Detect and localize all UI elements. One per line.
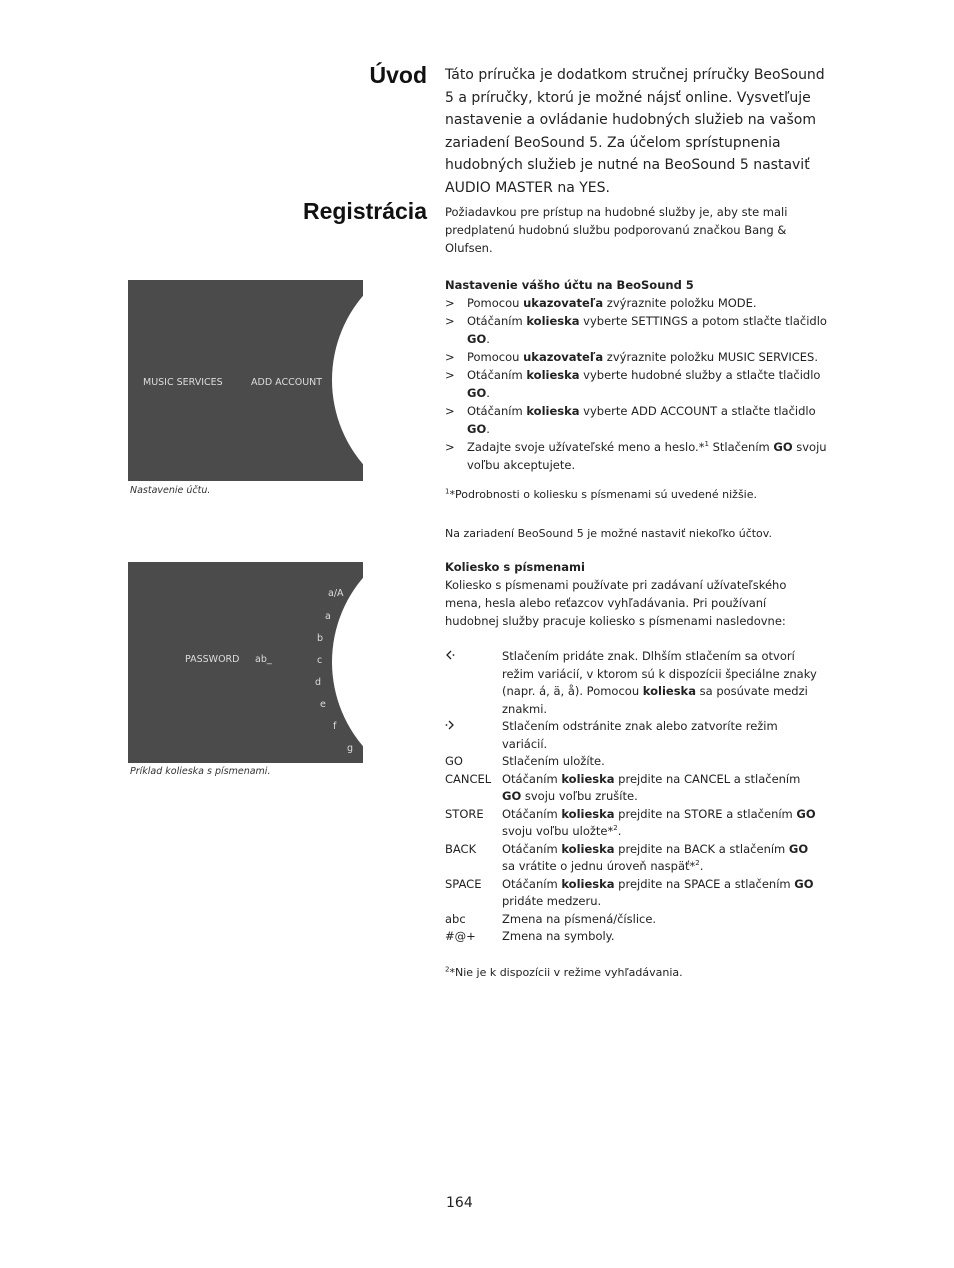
account-setup-section bbox=[445, 276, 830, 542]
letter-wheel-screen bbox=[128, 562, 363, 763]
step-bold: GO bbox=[467, 332, 487, 346]
footnote-mark-1: 1 bbox=[445, 487, 450, 496]
step6-text-b: Stlačením bbox=[708, 440, 774, 454]
step-bullet: > bbox=[445, 314, 455, 328]
function-description bbox=[502, 928, 820, 946]
wheel-letter: b bbox=[317, 633, 324, 644]
intro-heading: Úvod bbox=[369, 62, 427, 88]
step-bold: GO bbox=[467, 386, 487, 400]
screen-music-services-label: MUSIC SERVICES bbox=[143, 377, 223, 388]
screen-password-label: PASSWORD bbox=[185, 654, 240, 665]
wheel-function-row bbox=[445, 648, 830, 718]
account-step-6 bbox=[445, 438, 830, 474]
wheel-letter: g bbox=[347, 743, 354, 754]
function-key: abc bbox=[445, 911, 466, 926]
function-description bbox=[502, 718, 820, 753]
step-text: Otáčaním bbox=[467, 368, 527, 382]
function-key: BACK bbox=[445, 841, 477, 856]
wheel-arc bbox=[332, 280, 363, 481]
page-number: 164 bbox=[446, 1195, 473, 1211]
account-footnote bbox=[445, 486, 830, 503]
wheel-letter: f bbox=[333, 721, 337, 732]
footnote-1-text: *Podrobnosti o koliesku s písmenami sú uvedené nižšie. bbox=[449, 488, 758, 501]
function-description bbox=[502, 648, 820, 718]
desc-text: Stlačením odstránite znak alebo zatvoríte režim variácií. bbox=[502, 719, 778, 751]
account-step bbox=[445, 402, 830, 438]
wheel-footnote bbox=[445, 964, 830, 981]
account-step bbox=[445, 366, 830, 402]
step-bullet: > bbox=[445, 368, 455, 382]
wheel-letter: d bbox=[315, 677, 322, 688]
step-text: Pomocou bbox=[467, 350, 524, 364]
screen2-caption: Príklad kolieska s písmenami. bbox=[130, 766, 271, 777]
desc-text: Zmena na symboly. bbox=[502, 929, 615, 943]
account-step bbox=[445, 312, 830, 348]
desc-text: Stlačením pridáte znak. Dlhším stlačením sa otvorí režim variácií, v ktorom sú k dispozícii špeciálne znaky (napr. á, ä, å). Pomocou bbox=[502, 649, 817, 698]
desc-text: Stlačením uložíte. bbox=[502, 754, 605, 768]
wheel-letter: e bbox=[320, 699, 326, 710]
step-bullet: > bbox=[445, 440, 455, 454]
account-setup-screen bbox=[128, 280, 363, 481]
step-bullet: > bbox=[445, 350, 455, 364]
step-text: zvýraznite položku MUSIC SERVICES. bbox=[603, 350, 818, 364]
step6-go: GO bbox=[773, 440, 793, 454]
step-text: zvýraznite položku MODE. bbox=[603, 296, 757, 310]
step-bullet: > bbox=[445, 404, 455, 418]
desc-text: svoju voľbu zrušíte. bbox=[521, 789, 638, 803]
desc-text: Otáčaním bbox=[502, 876, 562, 891]
function-description bbox=[502, 911, 820, 929]
letter-wheel-intro: Koliesko s písmenami používate pri zadávaní užívateľského mena, hesla alebo reťazcov vyhľadávania. Pri používaní hudobnej služby pracuje koliesko s písmenami nasledovne: bbox=[445, 578, 787, 628]
desc-text: prejdite na SPACE a stlačením bbox=[614, 876, 795, 891]
desc-text: pridáte medzeru. bbox=[502, 894, 602, 908]
step-text: Pomocou bbox=[467, 296, 524, 310]
wheel-function-row bbox=[445, 806, 830, 841]
footnote-ref-1: 1 bbox=[704, 440, 709, 449]
registration-heading: Registrácia bbox=[302, 198, 427, 224]
account-note: Na zariadení BeoSound 5 je možné nastaviť niekoľko účtov. bbox=[445, 527, 772, 540]
function-key: CANCEL bbox=[445, 771, 492, 786]
wheel-function-row bbox=[445, 911, 830, 929]
wheel-letter: a/A bbox=[328, 588, 344, 599]
footnote-ref-2: 2 bbox=[613, 824, 618, 833]
desc-text: Zmena na písmená/číslice. bbox=[502, 911, 657, 926]
letter-wheel-title: Koliesko s písmenami bbox=[445, 560, 585, 574]
function-key: SPACE bbox=[445, 876, 482, 891]
step-bold: ukazovateľa bbox=[523, 350, 604, 364]
step-bold: GO bbox=[467, 422, 487, 436]
step-text: vyberte SETTINGS a potom stlačte tlačidlo bbox=[579, 314, 827, 328]
step-bold: ukazovateľa bbox=[523, 296, 604, 310]
function-description: Otáčaním kolieska prejdite na BACK a stlačením GO sa vrátite o jednu úroveň naspäť*$^2$. bbox=[502, 841, 809, 873]
step-text: vyberte ADD ACCOUNT a stlačte tlačidlo bbox=[579, 404, 816, 418]
letter-wheel-table bbox=[445, 648, 830, 946]
step-bold: kolieska bbox=[526, 314, 580, 328]
screen-add-account-label: ADD ACCOUNT bbox=[251, 377, 323, 388]
desc-text: svoju voľbu uložte* bbox=[502, 824, 614, 838]
desc-text: prejdite na CANCEL a stlačením bbox=[614, 771, 801, 786]
add-char-icon bbox=[445, 648, 502, 718]
wheel-function-row bbox=[445, 876, 830, 911]
desc-bold: GO bbox=[788, 841, 809, 856]
account-setup-steps bbox=[445, 294, 830, 438]
registration-text: Požiadavkou pre prístup na hudobné služby je, aby ste mali predplatenú hudobnú službu podporovanú značkou Bang & Olufsen. bbox=[445, 205, 788, 255]
desc-bold: kolieska bbox=[561, 841, 615, 856]
wheel-function-row bbox=[445, 718, 830, 753]
desc-bold: kolieska bbox=[561, 771, 615, 786]
screen1-caption: Nastavenie účtu. bbox=[130, 485, 211, 496]
step-bold: kolieska bbox=[526, 404, 580, 418]
footnote-mark-2: 2 bbox=[445, 964, 450, 973]
step6-text-c: svoju voľbu akceptujete. bbox=[467, 440, 827, 472]
wheel-function-row bbox=[445, 753, 830, 771]
function-description bbox=[502, 771, 820, 806]
function-description bbox=[502, 876, 820, 911]
step-bullet: > bbox=[445, 296, 455, 310]
wheel-function-row bbox=[445, 928, 830, 946]
desc-text: prejdite na STORE a stlačením bbox=[614, 806, 797, 821]
desc-text: Otáčaním bbox=[502, 841, 562, 856]
desc-text: Otáčaním bbox=[502, 771, 562, 786]
desc-bold: GO bbox=[796, 806, 816, 821]
desc-text: prejdite na BACK a stlačením bbox=[614, 841, 789, 856]
step-text: . bbox=[486, 386, 490, 400]
wheel-letter: a bbox=[325, 611, 331, 622]
wheel-function-row bbox=[445, 841, 830, 876]
wheel-letter: c bbox=[317, 655, 323, 666]
step-text: . bbox=[486, 422, 490, 436]
account-setup-title: Nastavenie vášho účtu na BeoSound 5 bbox=[445, 278, 694, 292]
step-bold: kolieska bbox=[526, 368, 580, 382]
wheel-function-row bbox=[445, 771, 830, 806]
desc-bold: GO bbox=[502, 789, 522, 803]
desc-bold: kolieska bbox=[642, 684, 696, 698]
letter-wheel-section bbox=[445, 558, 830, 981]
function-description bbox=[502, 753, 820, 771]
delete-char-icon bbox=[445, 718, 502, 753]
account-step bbox=[445, 348, 830, 366]
step-text: vyberte hudobné služby a stlačte tlačidlo bbox=[579, 368, 821, 382]
function-description: Otáčaním kolieska prejdite na STORE a stlačením GO svoju voľbu uložte*$^2$. bbox=[502, 806, 816, 838]
desc-bold: kolieska bbox=[561, 876, 615, 891]
desc-bold: kolieska bbox=[561, 806, 615, 821]
desc-bold: GO bbox=[794, 876, 814, 891]
step-text: Otáčaním bbox=[467, 314, 527, 328]
function-key: GO bbox=[445, 754, 463, 768]
step-text: Otáčaním bbox=[467, 404, 527, 418]
function-key: STORE bbox=[445, 806, 484, 821]
footnote-ref-2: 2 bbox=[695, 859, 700, 868]
step6-text-a: Zadajte svoje užívateľské meno a heslo.* bbox=[467, 440, 705, 454]
desc-text: sa posúvate medzi znakmi. bbox=[502, 684, 808, 716]
footnote-2-text: *Nie je k dispozícii v režime vyhľadávania. bbox=[449, 965, 683, 979]
desc-text: Otáčaním bbox=[502, 806, 562, 821]
step-text: . bbox=[486, 332, 490, 346]
function-key: #@+ bbox=[445, 929, 476, 943]
desc-text: sa vrátite o jednu úroveň naspäť* bbox=[502, 859, 696, 873]
screen-password-value: ab_ bbox=[255, 654, 272, 665]
intro-text: Táto príručka je dodatkom stručnej príručky BeoSound 5 a príručky, ktorú je možné nájsť online. Vysvetľuje nastavenie a ovládanie hudobných služieb na vašom zariadení BeoSound 5. Za účelom sprístupnenia hudobných služieb je nutné na BeoSound 5 nastaviť AUDIO MASTER na YES. bbox=[445, 67, 825, 196]
account-step bbox=[445, 294, 830, 312]
